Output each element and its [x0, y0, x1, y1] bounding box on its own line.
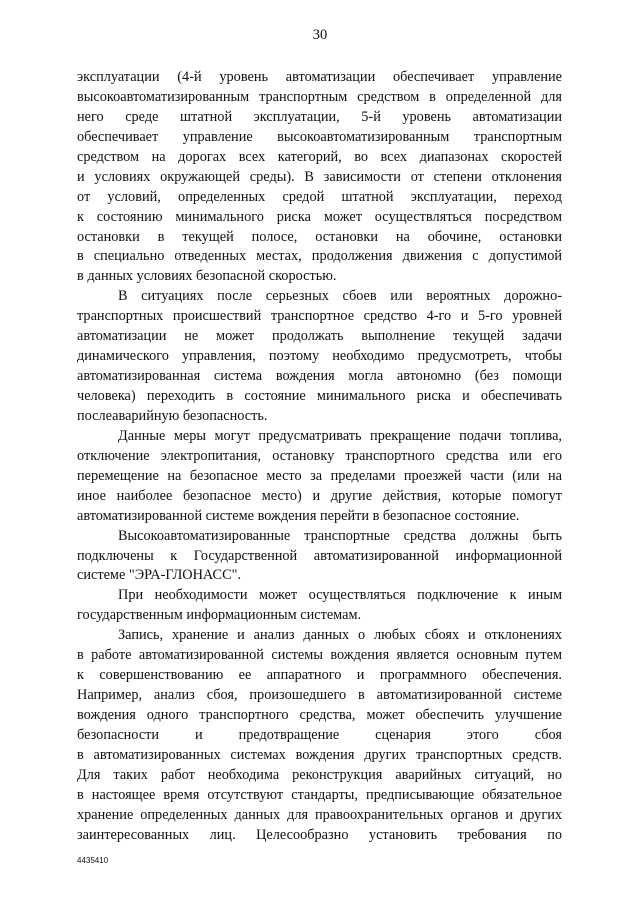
- text-line: автоматизированная система вождения могла автономно (без помощи: [77, 368, 562, 385]
- text-line: государственным информационным системам.: [77, 607, 362, 624]
- paragraph: [77, 586, 562, 626]
- text-line: человека) переходить в состояние минимального риска и обеспечивать: [77, 388, 562, 404]
- text-line: к совершенствованию ее аппаратного и программного обеспечения.: [77, 667, 562, 684]
- text-line: обеспечивает управление высокоавтоматизированным транспортным: [77, 128, 562, 145]
- text-line: средством на дорогах всех категорий, во всех диапазонах скоростей: [77, 148, 562, 165]
- text-line: автоматизированной системе вождения перейти в безопасное состояние.: [77, 507, 520, 524]
- text-line: Высокоавтоматизированные транспортные средства должны быть: [118, 527, 562, 544]
- text-line: подключены к Государственной автоматизированной информационной: [77, 547, 562, 564]
- document-body: [77, 68, 562, 846]
- text-line: автоматизации не может продолжать выполнение текущей задачи: [77, 328, 562, 345]
- paragraph: [77, 427, 562, 527]
- text-line: динамического управления, поэтому необходимо предусмотреть, чтобы: [77, 348, 562, 365]
- text-line: от условий, определенных средой штатной эксплуатации, переход: [77, 188, 562, 205]
- paragraph: [77, 626, 562, 845]
- text-line: и условиях окружающей среды). В зависимости от степени отклонения: [77, 168, 562, 185]
- text-line: послеаварийную безопасность.: [77, 407, 268, 424]
- text-line: высокоавтоматизированным транспортным средством в определенной для: [77, 88, 562, 105]
- text-line: Данные меры могут предусматривать прекращение подачи топлива,: [118, 427, 562, 444]
- text-line: иное наиболее безопасное место) и другие действия, которые помогут: [77, 487, 562, 504]
- text-line: Например, анализ сбоя, произошедшего в автоматизированной системе: [77, 687, 562, 704]
- paragraph: [77, 68, 562, 287]
- text-line: перемещение на безопасное место за пределами проезжей части (или на: [77, 467, 562, 484]
- text-line: Запись, хранение и анализ данных о любых сбоях и отклонениях: [118, 627, 562, 644]
- text-line: системе "ЭРА-ГЛОНАСС".: [77, 567, 242, 584]
- text-line: безопасности и предотвращение сценария этого сбоя: [77, 726, 562, 743]
- text-line: заинтересованных лиц. Целесообразно установить требования по: [77, 826, 562, 843]
- text-line: В ситуациях после серьезных сбоев или вероятных дорожно-: [118, 288, 562, 305]
- page-number: 30: [312, 27, 328, 43]
- text-line: в настоящее время отсутствуют стандарты, предписывающие обязательное: [77, 786, 562, 803]
- text-line: Для таких работ необходима реконструкция аварийных ситуаций, но: [77, 766, 562, 783]
- text-line: хранение определенных данных для правоохранительных органов и других: [77, 806, 562, 823]
- text-line: остановки в текущей полосе, остановки на обочине, остановки: [77, 228, 562, 245]
- text-line: него среде штатной эксплуатации, 5-й уровень автоматизации: [77, 108, 562, 125]
- text-line: При необходимости может осуществляться подключение к иным: [118, 587, 562, 604]
- text-line: к состоянию минимального риска может осуществляться посредством: [77, 208, 562, 225]
- paragraph: [77, 287, 562, 427]
- text-line: в работе автоматизированной системы вождения является основным путем: [77, 647, 562, 664]
- document-code: 4435410: [77, 856, 109, 865]
- paragraph: [77, 527, 562, 587]
- text-line: вождения одного транспортного средства, может обеспечить улучшение: [77, 707, 562, 723]
- text-line: в автоматизированных системах вождения других транспортных средств.: [77, 746, 562, 763]
- text-line: транспортных происшествий транспортное средство 4-го и 5-го уровней: [77, 308, 562, 325]
- text-line: в специально отведенных местах, продолжения движения с допустимой: [77, 248, 562, 265]
- text-line: отключение электропитания, остановку транспортного средства или его: [77, 447, 562, 464]
- text-line: в данных условиях безопасной скоростью.: [77, 268, 337, 285]
- text-line: эксплуатации (4-й уровень автоматизации обеспечивает управление: [77, 69, 562, 85]
